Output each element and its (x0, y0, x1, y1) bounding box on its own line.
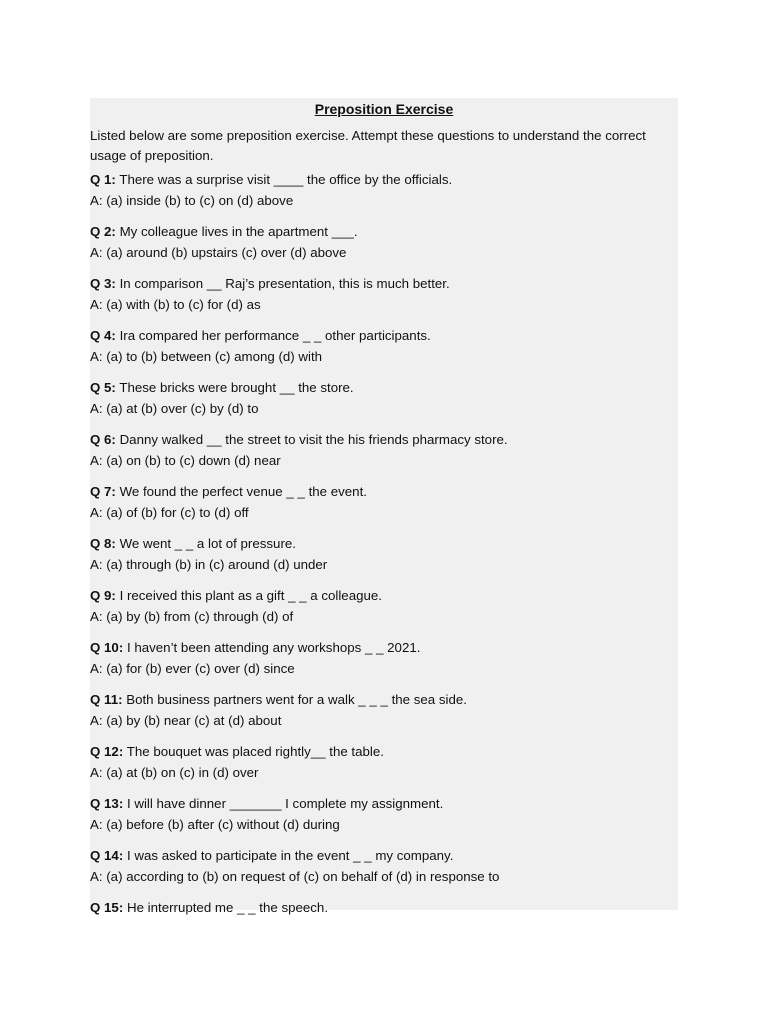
question-item (90, 638, 678, 690)
question-text (90, 170, 678, 191)
question-text (90, 378, 678, 399)
question-body: I received this plant as a gift _ _ a colleague. (115, 588, 382, 603)
answer-options: A: (a) by (b) from (c) through (d) of (90, 609, 294, 624)
question-item (90, 898, 678, 919)
question-text (90, 742, 678, 763)
answer-options: A: (a) on (b) to (c) down (d) near (90, 453, 281, 468)
question-item (90, 326, 678, 378)
question-body: Ira compared her performance _ _ other participants. (115, 328, 431, 343)
question-body: I will have dinner _______ I complete my assignment. (123, 796, 444, 811)
answer-options: A: (a) to (b) between (c) among (d) with (90, 349, 323, 364)
question-item (90, 482, 678, 534)
answer-options: A: (a) with (b) to (c) for (d) as (90, 297, 261, 312)
question-text (90, 638, 678, 659)
question-body: We found the perfect venue _ _ the event. (115, 484, 367, 499)
exercise-content (90, 98, 678, 915)
question-item (90, 430, 678, 482)
question-body: My colleague lives in the apartment ___. (115, 224, 358, 239)
answer-options: A: (a) by (b) near (c) at (d) about (90, 713, 282, 728)
question-label: Q 7: (90, 484, 116, 499)
question-text (90, 794, 678, 815)
question-body: In comparison __ Raj’s presentation, this is much better. (115, 276, 450, 291)
answer-options: A: (a) before (b) after (c) without (d) during (90, 817, 340, 832)
question-body: Both business partners went for a walk _ _ _ the sea side. (122, 692, 467, 707)
question-body: He interrupted me _ _ the speech. (123, 900, 329, 915)
question-text (90, 430, 678, 451)
question-body: I haven’t been attending any workshops _ _ 2021. (123, 640, 421, 655)
question-label: Q 15: (90, 900, 124, 915)
question-item (90, 222, 678, 274)
question-item (90, 378, 678, 430)
question-text (90, 586, 678, 607)
question-label: Q 8: (90, 536, 116, 551)
page-title: Preposition Exercise (314, 101, 454, 117)
question-body: Danny walked __ the street to visit the his friends pharmacy store. (115, 432, 508, 447)
answer-options: A: (a) according to (b) on request of (c) on behalf of (d) in response to (90, 869, 500, 884)
intro-paragraph: Listed below are some preposition exercise. Attempt these questions to understand the correct usage of preposition. (90, 128, 646, 163)
question-label: Q 4: (90, 328, 116, 343)
question-item (90, 170, 678, 222)
question-label: Q 13: (90, 796, 124, 811)
question-text (90, 846, 678, 867)
question-body: These bricks were brought __ the store. (115, 380, 354, 395)
question-body: We went _ _ a lot of pressure. (115, 536, 296, 551)
question-item (90, 690, 678, 742)
answer-options: A: (a) through (b) in (c) around (d) under (90, 557, 328, 572)
question-label: Q 11: (90, 692, 123, 707)
question-body: There was a surprise visit ____ the office by the officials. (115, 172, 453, 187)
question-label: Q 10: (90, 640, 124, 655)
question-text (90, 482, 678, 503)
question-label: Q 5: (90, 380, 116, 395)
question-label: Q 2: (90, 224, 116, 239)
answer-options: A: (a) at (b) over (c) by (d) to (90, 401, 259, 416)
question-text (90, 326, 678, 347)
question-body: I was asked to participate in the event _ _ my company. (123, 848, 454, 863)
question-item (90, 742, 678, 794)
answer-options: A: (a) around (b) upstairs (c) over (d) above (90, 245, 347, 260)
question-item (90, 794, 678, 846)
answer-options: A: (a) inside (b) to (c) on (d) above (90, 193, 294, 208)
question-body: The bouquet was placed rightly__ the table. (123, 744, 384, 759)
question-label: Q 3: (90, 276, 116, 291)
question-text (90, 222, 678, 243)
question-item (90, 586, 678, 638)
answer-options: A: (a) of (b) for (c) to (d) off (90, 505, 249, 520)
question-label: Q 9: (90, 588, 116, 603)
question-label: Q 14: (90, 848, 124, 863)
question-item (90, 534, 678, 586)
question-item (90, 846, 678, 898)
answer-options: A: (a) at (b) on (c) in (d) over (90, 765, 259, 780)
question-label: Q 1: (90, 172, 116, 187)
question-label: Q 12: (90, 744, 124, 759)
question-text (90, 690, 678, 711)
answer-options: A: (a) for (b) ever (c) over (d) since (90, 661, 295, 676)
question-label: Q 6: (90, 432, 116, 447)
question-text (90, 534, 678, 555)
question-item (90, 274, 678, 326)
question-list (90, 170, 678, 919)
question-text (90, 274, 678, 295)
question-text (90, 898, 678, 919)
